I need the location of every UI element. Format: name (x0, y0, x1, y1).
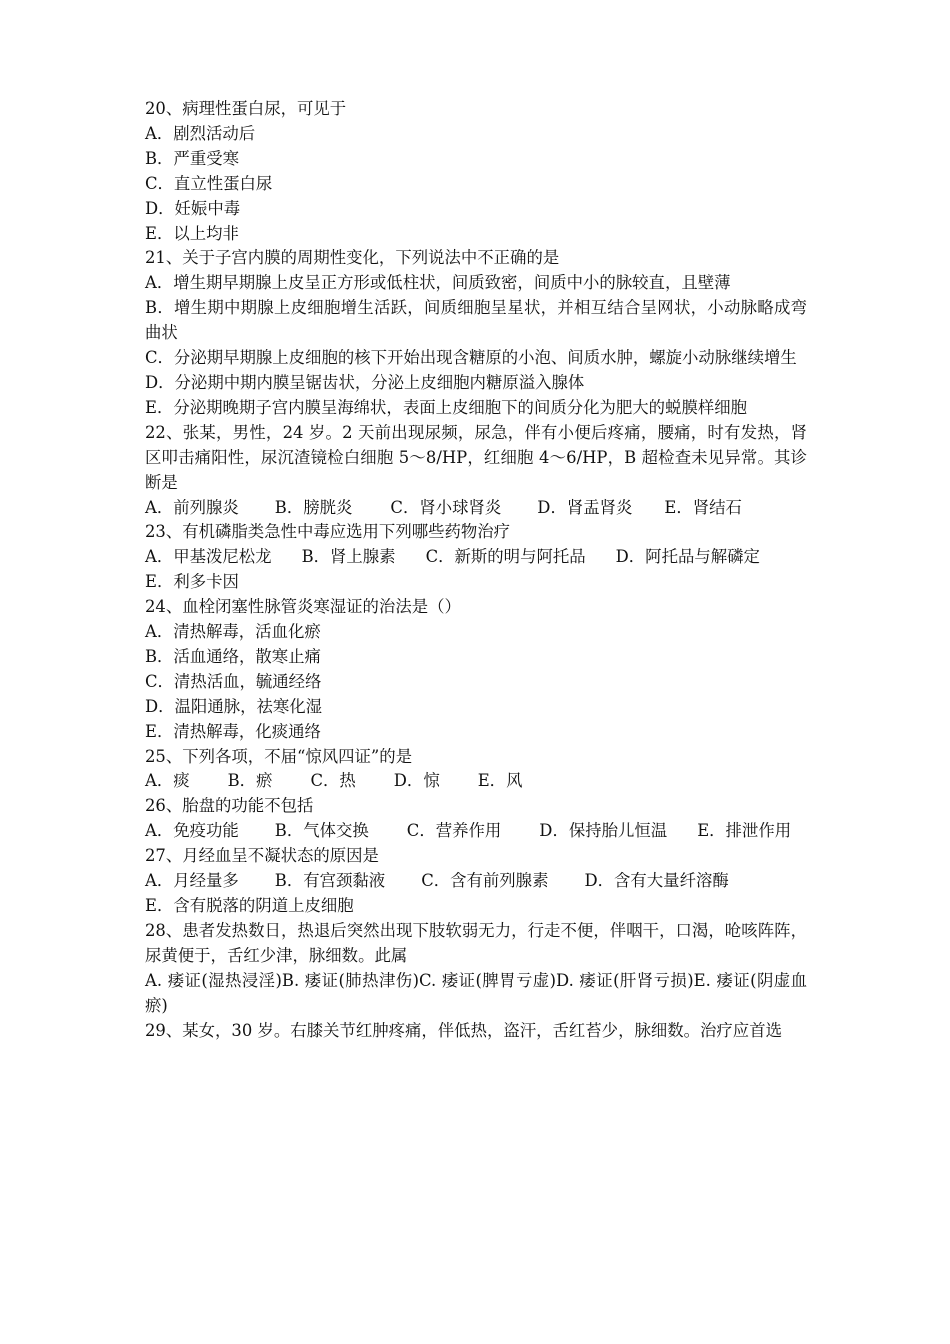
question-25-option-a: A．痰 (145, 771, 190, 791)
question-21-option-d: D．分泌期中期内膜呈锯齿状，分泌上皮细胞内糖原溢入腺体 (145, 372, 585, 392)
question-20-option-a: A．剧烈活动后 (145, 123, 256, 143)
question-20-option-e: E．以上均非 (145, 223, 239, 243)
question-25-option-d: D．惊 (393, 771, 440, 791)
question-28-stem: 28、患者发热数日，热退后突然出现下肢软弱无力，行走不便，伴咽干，口渴，呛咳阵阵，尿黄便于，舌红少津，脉细数。此属 (145, 920, 807, 965)
question-24-option-a: A．清热解毒，活血化瘀 (145, 622, 321, 642)
question-29-stem: 29、某女，30 岁。右膝关节红肿疼痛，伴低热，盗汗，舌红苔少，脉细数。治疗应首选 (145, 1020, 782, 1040)
question-26-option-c: C．营养作用 (406, 821, 502, 841)
question-20-option-b: B．严重受寒 (145, 148, 239, 168)
question-23-stem: 23、有机磷脂类急性中毒应选用下列哪些药物治疗 (145, 522, 511, 542)
question-20-stem: 20、病理性蛋白尿，可见于 (145, 99, 347, 118)
question-25-option-c: C．热 (310, 771, 356, 791)
question-list (145, 97, 807, 1043)
question-27-option-d: D．含有大量纤溶酶 (584, 871, 729, 891)
question-23-options (145, 545, 807, 595)
question-22-option-e: E．肾结石 (664, 497, 742, 517)
question-22-option-b: B．膀胱炎 (274, 497, 353, 517)
question-22-stem: 22、张某，男性，24 岁。2 天前出现尿频，尿急，伴有小便后疼痛，腰痛，时有发热，肾区叩击痛阳性，尿沉渣镜检白细胞 5～8/HP，红细胞 4～6/HP，B 超检查未见异常。其诊断是 (145, 422, 807, 492)
question-24-stem: 24、血栓闭塞性脉管炎寒湿证的治法是（） (145, 597, 461, 617)
question-24-option-c: C．清热活血，毓通经络 (145, 671, 322, 691)
question-24-option-b: B．活血通络，散寒止痛 (145, 646, 321, 666)
question-25-option-b: B．瘀 (227, 771, 273, 791)
question-22-options (145, 496, 807, 521)
question-26-options (145, 819, 807, 844)
question-22-option-c: C．肾小球肾炎 (390, 497, 502, 517)
question-23-option-a: A．甲基泼尼松龙 (145, 547, 272, 567)
question-21-option-b: B．增生期中期腺上皮细胞增生活跃，间质细胞呈星状，并相互结合呈网状，小动脉略成弯曲状 (145, 298, 807, 343)
question-27-option-e: E．含有脱落的阴道上皮细胞 (145, 896, 354, 915)
question-26-option-a: A．免疫功能 (145, 821, 239, 841)
question-26-option-e: E．排泄作用 (697, 821, 792, 841)
question-27-stem: 27、月经血呈不凝状态的原因是 (145, 846, 379, 866)
question-26-stem: 26、胎盘的功能不包括 (145, 796, 314, 816)
question-21-option-c: C．分泌期早期腺上皮细胞的核下开始出现含糖原的小泡、间质水肿，螺旋小动脉继续增生 (145, 348, 797, 368)
question-27-options (145, 869, 807, 919)
question-23-option-b: B．肾上腺素 (301, 547, 396, 567)
question-27-option-a: A．月经量多 (145, 871, 239, 891)
question-20-option-c: C．直立性蛋白尿 (145, 173, 273, 193)
question-26-option-d: D．保持胎儿恒温 (539, 821, 668, 841)
question-27-option-c: C．含有前列腺素 (421, 871, 549, 891)
question-28-options: A. 痿证(湿热浸淫)B. 痿证(肺热津伤)C. 痿证(脾胃亏虚)D. 痿证(肝肾亏损)E. 痿证(阴虚血瘀) (145, 970, 807, 1015)
question-21-option-e: E．分泌期晚期子宫内膜呈海绵状，表面上皮细胞下的间质分化为肥大的蜕膜样细胞 (145, 397, 748, 417)
question-25-options (145, 769, 807, 794)
question-26-option-b: B．气体交换 (274, 821, 369, 841)
question-23-option-e: E．利多卡因 (145, 572, 239, 592)
question-25-stem: 25、下列各项，不届“惊风四证”的是 (145, 746, 413, 766)
question-20-option-d: D．妊娠中毒 (145, 198, 241, 218)
question-21-stem: 21、关于子宫内膜的周期性变化，下列说法中不正确的是 (145, 248, 560, 268)
question-24-option-d: D．温阳通脉，祛寒化湿 (145, 696, 323, 716)
question-24-option-e: E．清热解毒，化痰通络 (145, 721, 321, 741)
question-23-option-d: D．阿托品与解磷定 (615, 547, 760, 567)
question-27-option-b: B．有宫颈黏液 (274, 871, 386, 891)
question-21-option-a: A．增生期早期腺上皮呈正方形或低柱状，间质致密，间质中小的脉较直，且壁薄 (145, 273, 731, 293)
question-22-option-d: D．肾盂肾炎 (537, 497, 633, 517)
question-23-option-c: C．新斯的明与阿托品 (425, 547, 586, 567)
question-25-option-e: E．风 (477, 771, 523, 791)
question-22-option-a: A．前列腺炎 (145, 497, 239, 517)
